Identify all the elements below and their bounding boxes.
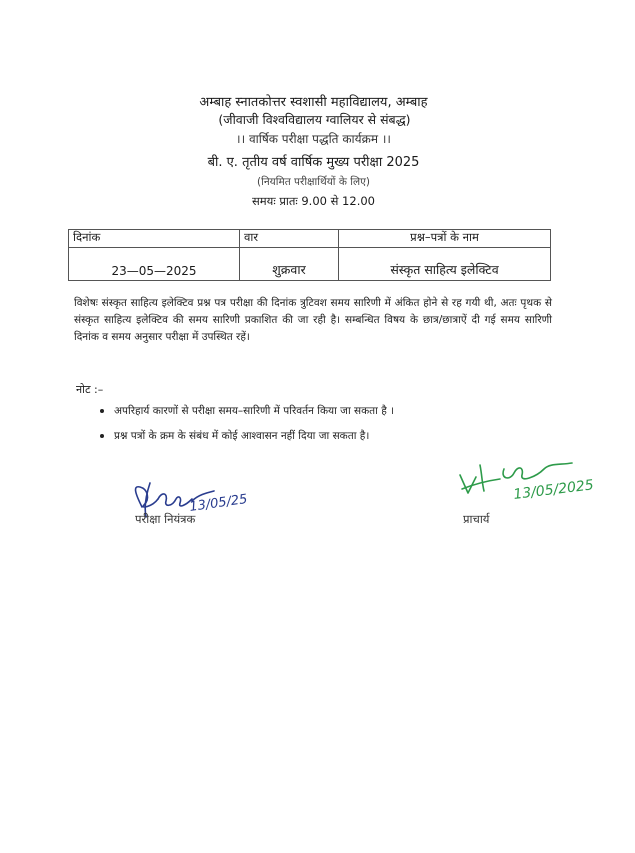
- schedule-table: [68, 229, 551, 281]
- notes-label: नोट :–: [76, 383, 104, 396]
- audience-note: (नियमित परीक्षार्थियों के लिए): [257, 176, 370, 188]
- cell-paper: संस्कृत साहित्य इलेक्टिव: [339, 248, 551, 281]
- list-item: • अपरिहार्य कारणों से परीक्षा समय–सारिणी में परिवर्तन किया जा सकता है ।: [114, 398, 534, 423]
- cell-date: 23—05—2025: [69, 248, 240, 281]
- list-item: • प्रश्न पत्रों के क्रम के संबंध में कोई आश्वासन नहीं दिया जा सकता है।: [114, 423, 534, 448]
- college-name: अम्बाह स्नातकोत्तर स्वशासी महाविद्यालय, अम्बाह: [199, 95, 428, 110]
- controller-label: परीक्षा नियंत्रक: [135, 512, 196, 526]
- special-note: विशेषः संस्कृत साहित्य इलेक्टिव प्रश्न पत्र परीक्षा की दिनांक त्रुटिवश समय सारिणी में अंकित होने से रह गयी थी, अतः पृथक से संस्कृत साहित्य इलेक्टिव की समय सारिणी प्रकाशित की जा रही है। सम्बन्धित विषय के छात्र/छात्राऐं दी गई समय सारिणी दिनांक व समय अनुसार परीक्षा में उपस्थित रहें।: [74, 297, 552, 343]
- principal-label: प्राचार्य: [463, 512, 490, 526]
- principal-signature: [452, 455, 612, 510]
- notes-list: [96, 398, 534, 448]
- exam-timing: समयः प्रातः 9.00 से 12.00: [252, 194, 375, 208]
- affiliation: (जीवाजी विश्वविद्यालय ग्वालियर से संबद्ध): [218, 112, 411, 127]
- table-row: [69, 248, 551, 281]
- controller-signature-date: 13/05/25: [188, 491, 249, 515]
- principal-signature-date: 13/05/2025: [512, 477, 595, 503]
- program-title: ।। वार्षिक परीक्षा पद्धति कार्यक्रम ।।: [236, 132, 391, 146]
- exam-title: बी. ए. तृतीय वर्ष वार्षिक मुख्य परीक्षा 2025: [207, 155, 420, 170]
- header-date: दिनांक: [69, 230, 240, 248]
- header-paper: प्रश्न–पत्रों के नाम: [339, 230, 551, 248]
- header-day: वार: [240, 230, 339, 248]
- cell-day: शुक्रवार: [240, 248, 339, 281]
- schedule-header-row: [69, 230, 551, 248]
